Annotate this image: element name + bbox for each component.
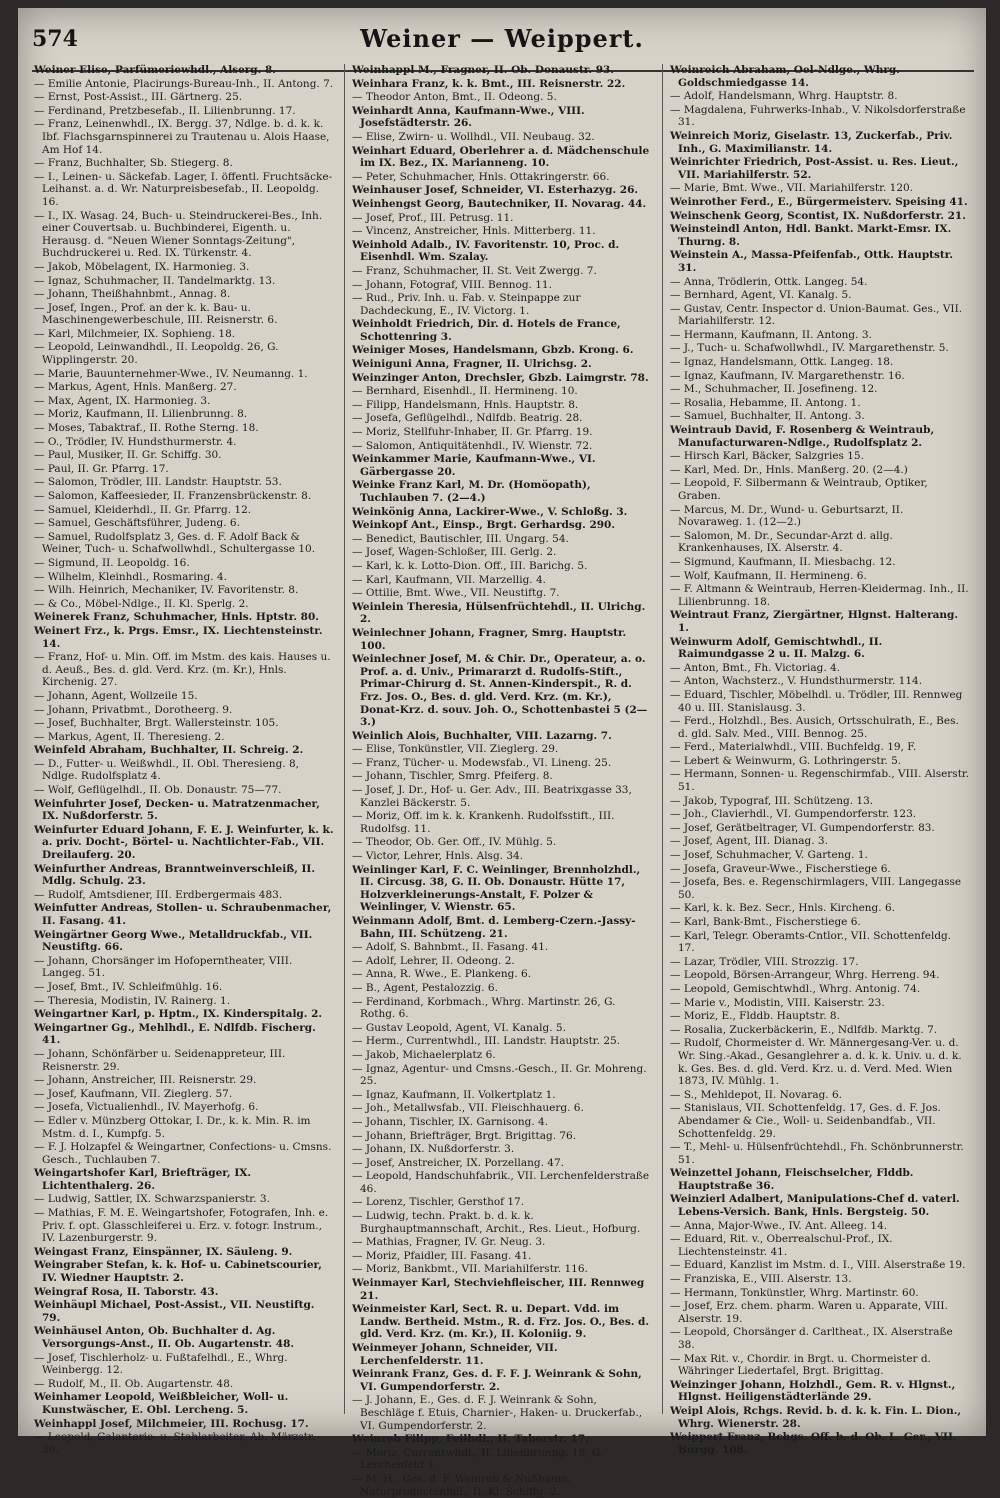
directory-entry: — Moriz, Pfaidler, III. Fasang. 41.	[352, 1249, 532, 1262]
column-1	[34, 64, 334, 1456]
directory-entry: — Jakob, Möbelagent, IX. Harmonieg. 3.	[34, 260, 250, 273]
directory-entry: — Benedict, Bautischler, III. Ungarg. 54.	[352, 532, 569, 545]
directory-entry: — Anna, R. Wwe., E. Plankeng. 6.	[352, 968, 532, 981]
directory-entry: — Eduard, Tischler, Möbelhdl. u. Trödler, III. Rennweg 40 u. III. Stanislausg. 3.	[670, 688, 963, 714]
directory-entry: — Theodor, Ob. Ger. Off., IV. Mühlg. 5.	[352, 836, 557, 849]
directory-entry: — S., Mehldepot, II. Novarag. 6.	[670, 1088, 842, 1101]
directory-entry: Weiniguni Anna, Fragner, II. Ulrichsg. 2.	[352, 358, 592, 371]
directory-entry: — Lorenz, Tischler, Gersthof 17.	[352, 1196, 525, 1209]
page-title: Weiner — Weippert.	[360, 24, 644, 53]
directory-entry: Weingartner Gg., Mehlhdl., E. Ndlfdb. Fischerg. 41.	[34, 1021, 316, 1047]
directory-entry: — Josefa, Victualienhdl., IV. Mayerhofg. 6.	[34, 1101, 259, 1114]
directory-entry: Weinhappl Josef, Milchmeier, III. Rochusg. 17.	[34, 1417, 309, 1430]
directory-entry: — Elise, Tonkünstler, VII. Zieglerg. 29.	[352, 743, 559, 756]
directory-entry: — Eduard, Rit. v., Oberrealschul-Prof., IX. Liechtensteinstr. 41.	[670, 1233, 893, 1258]
directory-entry: — Salomon, M. Dr., Secundar-Arzt d. allg. Krankenhauses, IX. Alserstr. 4.	[670, 529, 893, 555]
directory-entry: — Johann, Agent, Wollzeile 15.	[34, 689, 198, 702]
directory-entry: — Anton, Wachsterz., V. Hundsthurmerstr. 114.	[670, 675, 923, 688]
directory-entry: Weinhäupl Michael, Post-Assist., VII. Neustiftg. 79.	[34, 1299, 315, 1324]
directory-entry: — Leopold, Handschuhfabrik., VII. Lerchenfelderstraße 46.	[352, 1170, 650, 1195]
directory-entry: — Ignaz, Schuhmacher, II. Tandelmarktg. 13.	[34, 274, 276, 287]
directory-entry: — Markus, Agent, Hnls. Manßerg. 27.	[34, 381, 237, 394]
directory-entry: — Josef, Wagen-Schloßer, III. Gerlg. 2.	[352, 546, 557, 559]
directory-entry: — Leopold, F. Silbermann & Weintraub, Optiker, Graben.	[670, 477, 928, 502]
directory-entry: — Moriz, Off. im k. k. Krankenh. Rudolfsstift., III. Rudolfsg. 11.	[352, 810, 615, 835]
directory-entry: — Johann, Tischler, IX. Garnisong. 4.	[352, 1115, 549, 1128]
directory-entry: — Josefa, Graveur-Wwe., Fischerstiege 6.	[670, 862, 891, 875]
directory-entry: — Moriz, Bankbmt., VII. Mariahilferstr. 116.	[352, 1263, 588, 1276]
directory-entry: — Bernhard, Eisenhdl., II. Hermineng. 10.	[352, 385, 578, 398]
directory-entry: Weinhäusel Anton, Ob. Buchhalter d. Ag. Versorgungs-Anst., II. Ob. Augartenstr. 48.	[34, 1325, 295, 1350]
directory-entry: — Josefa, Bes. e. Regenschirmlagers, VIII. Langegasse 50.	[670, 876, 962, 901]
directory-entry: — Filipp, Handelsmann, Hnls. Hauptstr. 8.	[352, 398, 579, 411]
directory-entry: — Jakob, Michaelerplatz 6.	[352, 1048, 496, 1061]
directory-entry: — & Co., Möbel-Ndlge., II. Kl. Sperlg. 2.	[34, 597, 249, 610]
directory-entry: Weinzinger Anton, Drechsler, Gbzb. Laimgrstr. 78.	[352, 371, 649, 384]
page-number: 574	[32, 26, 78, 52]
directory-entry: Weiniger Moses, Handelsmann, Gbzb. Krong. 6.	[352, 344, 634, 357]
directory-entry: — Victor, Lehrer, Hnls. Alsg. 34.	[352, 850, 524, 863]
directory-entry: — Ferd., Materialwhdl., VIII. Buchfeldg. 19, F.	[670, 741, 917, 754]
directory-entry: Weinfeld Abraham, Buchhalter, II. Schreig. 2.	[34, 744, 304, 757]
directory-entry: — Mathias, F. M. E. Weingartshofer, Fotografen, Inh. e. Priv. f. opt. Glasschleiferei u. Erz. v. fotogr. Instrum., IV. Lazenburgerstr. 9.	[34, 1207, 329, 1245]
directory-entry: — Salomon, Antiquitätenhdl., IV. Wienstr. 72.	[352, 439, 593, 452]
directory-entry: — M. H., Ges. d. F. Weinreb & Nußbaum, Naturproductenhdl., II. Kl. Schiffg. 2.	[352, 1472, 572, 1498]
directory-entry: Weingartner Karl, p. Hptm., IX. Kinderspitalg. 2.	[34, 1008, 323, 1021]
directory-entry: Weingast Franz, Einspänner, IX. Säuleng. 9.	[34, 1245, 293, 1258]
directory-entry: Weinhara Franz, k. k. Bmt., III. Reisnerstr. 22.	[352, 77, 626, 90]
directory-entry: Weinhamer Leopold, Weißbleicher, Woll- u. Kunstwäscher, E. Obl. Lercheng. 5.	[34, 1391, 289, 1416]
directory-entry: Weinholdt Friedrich, Dir. d. Hotels de France, Schottenring 3.	[352, 318, 621, 343]
directory-entry: — Marie, Bauunternehmer-Wwe., IV. Neumanng. 1.	[34, 367, 308, 380]
directory-entry: Weinsteindl Anton, Hdl. Bankt. Markt-Emsr. IX. Thurng. 8.	[670, 223, 952, 248]
directory-entry: — Moses, Tabaktraf., II. Rothe Sterng. 18.	[34, 422, 259, 435]
directory-entry: Weinreb Filipp, Feilhdl., II. Taborstr. 17.	[352, 1433, 589, 1446]
directory-entry: — Josef, Ingen., Prof. an der k. k. Bau- u. Maschinengewerbeschule, III. Reisnerstr. 6.	[34, 301, 278, 327]
column-2	[352, 64, 652, 1498]
directory-entry: Weinreich Abraham, Oel-Ndlge., Whrg. Goldschmiedgasse 14.	[670, 64, 900, 89]
directory-entry: Weinerek Franz, Schuhmacher, Hnls. Hptstr. 80.	[34, 611, 319, 624]
directory-entry: — Johann, Schönfärber u. Seidenappreteur, III. Reisnerstr. 29.	[34, 1047, 286, 1073]
directory-entry: — Karl, Med. Dr., Hnls. Manßerg. 20. (2—4.)	[670, 463, 908, 476]
page-header	[18, 22, 986, 62]
directory-entry: — Karl, Kaufmann, VII. Marzellig. 4.	[352, 573, 546, 586]
directory-entry: Weinlein Theresia, Hülsenfrüchtehdl., II. Ulrichg. 2.	[352, 600, 646, 626]
directory-entry: — Gustav, Centr. Inspector d. Union-Baumat. Ges., VII. Mariahilferstr. 12.	[670, 302, 963, 328]
directory-entry: — Theresia, Modistin, IV. Rainerg. 1.	[34, 994, 231, 1007]
directory-entry: — Samuel, Buchhalter, II. Antong. 3.	[670, 410, 865, 423]
directory-entry: — Joh., Metallwsfab., VII. Fleischhauerg. 6.	[352, 1102, 584, 1115]
directory-entry: — Theodor Anton, Bmt., II. Odeong. 5.	[352, 91, 557, 104]
directory-entry: — Josef, Bmt., IV. Schleifmühlg. 16.	[34, 980, 223, 993]
directory-entry: — Ferdinand, Pretzbesefab., II. Lilienbrunng. 17.	[34, 104, 296, 117]
directory-entry: — Franz, Schuhmacher, II. St. Veit Zwergg. 7.	[352, 264, 597, 277]
directory-entry: — Stanislaus, VII. Schottenfeldg. 17, Ges. d. F. Jos. Abendamer & Cie., Woll- u. Seidenbandfab., VII. Schottenfeldg. 29.	[670, 1102, 941, 1140]
directory-page	[18, 8, 986, 1498]
directory-entry: — Samuel, Geschäftsführer, Judeng. 6.	[34, 517, 240, 530]
directory-entry: — Paul, II. Gr. Pfarrg. 17.	[34, 462, 169, 475]
directory-entry: — Ludwig, Sattler, IX. Schwarzspanierstr. 3.	[34, 1193, 270, 1206]
directory-entry: — Anton, Bmt., Fh. Victoriag. 4.	[670, 661, 841, 674]
directory-entry: Weinfuhrter Josef, Decken- u. Matratzenmacher, IX. Nußdorferstr. 5.	[34, 797, 320, 823]
column-3	[670, 64, 970, 1456]
directory-entry: — Josef, Prof., III. Petrusg. 11.	[352, 211, 514, 224]
directory-entry: Weinrank Franz, Ges. d. F. F. J. Weinrank & Sohn, VI. Gumpendorferstr. 2.	[352, 1368, 642, 1393]
directory-entry: — Samuel, Kleiderhdl., II. Gr. Pfarrg. 12.	[34, 503, 252, 516]
directory-entry: — Lebert & Weinwurm, G. Lothringerstr. 5.	[670, 754, 902, 767]
directory-entry: — Josef, Buchhalter, Brgt. Wallersteinstr. 105.	[34, 717, 279, 730]
directory-entry: Weintraub David, F. Rosenberg & Weintraub, Manufacturwaren-Ndlge., Rudolfsplatz 2.	[670, 424, 935, 449]
directory-entry: — Josef, Agent, III. Dianag. 3.	[670, 835, 828, 848]
directory-entry: Weinhauser Josef, Schneider, VI. Esterhazyg. 26.	[352, 184, 639, 197]
directory-entry: — Elise, Zwirn- u. Wollhdl., VII. Neubaug. 32.	[352, 130, 595, 143]
directory-entry: — Karl, Milchmeier, IX. Sophieng. 18.	[34, 327, 236, 340]
directory-entry: — Wolf, Geflügelhdl., II. Ob. Donaustr. 75—77.	[34, 784, 282, 797]
directory-entry: — Anna, Trödlerin, Ottk. Langeg. 54.	[670, 275, 868, 288]
directory-entry: — Franziska, E., VIII. Alserstr. 13.	[670, 1273, 852, 1286]
directory-entry: — Hermann, Tonkünstler, Whrg. Martinstr. 60.	[670, 1286, 919, 1299]
directory-entry: Weingärtner Georg Wwe., Metalldruckfab., VII. Neustiftg. 66.	[34, 928, 313, 954]
directory-entry: Weipl Alois, Rchgs. Revid. b. d. k. k. Fin. L. Dion., Whrg. Wienerstr. 28.	[670, 1404, 962, 1430]
directory-entry: Weinzettel Johann, Fleischselcher, Flddb. Hauptstraße 36.	[670, 1167, 914, 1192]
directory-entry: Weinlechner Josef, M. & Chir. Dr., Operateur, a. o. Prof. a. d. Univ., Primararzt d. Rudolfs-Stift., Primar-Chirurg d. St. Annen-Kinderspit., R. d. Frz. Jos. O., Bes. d. gld. Verd. Krz. (m. Kr.), Donat-Krz. d. souv. Joh. O., Schottenbastei 5 (2—3.)	[352, 653, 648, 729]
directory-entry: — Josef, Schuhmacher, V. Garteng. 1.	[670, 849, 868, 862]
directory-entry: Weinhold Adalb., IV. Favoritenstr. 10, Proc. d. Eisenhdl. Wm. Szalay.	[352, 238, 620, 264]
directory-entry: Weinmayer Karl, Stechviehfleischer, III. Rennweg 21.	[352, 1277, 645, 1302]
directory-entry: — Johann, Briefträger, Brgt. Brigittag. 76.	[352, 1129, 577, 1142]
directory-entry: — Johann, Privatbmt., Dorotheerg. 9.	[34, 703, 233, 716]
directory-entry: — Magdalena, Fuhrwerks-Inhab., V. Nikolsdorferstraße 31.	[670, 103, 966, 129]
directory-entry: Weinzinger Johann, Holzhdl., Gem. R. v. Hlgnst., Hlgnst. Heiligenstädterlände 29.	[670, 1378, 956, 1404]
directory-entry: Weinmeyer Johann, Schneider, VII. Lerchenfelderstr. 11.	[352, 1342, 558, 1367]
directory-entry: Weinhengst Georg, Bautechniker, II. Novarag. 44.	[352, 197, 647, 210]
directory-entry: — J. Johann, E., Ges. d. F. J. Weinrank & Sohn, Beschläge f. Etuis, Charnier-, Haken- u. Druckerfab., VI. Gumpendorferstr. 2.	[352, 1394, 643, 1432]
directory-entry: Weinstein A., Massa-Pfeifenfab., Ottk. Hauptstr. 31.	[670, 249, 953, 274]
directory-entry: — Ignaz, Agentur- und Cmsns.-Gesch., II. Gr. Mohreng. 25.	[352, 1062, 647, 1088]
directory-entry: — Samuel, Rudolfsplatz 3, Ges. d. F. Adolf Back & Weiner, Tuch- u. Schafwollwhdl., Schultergasse 10.	[34, 530, 316, 556]
directory-entry: — Salomon, Trödler, III. Landstr. Hauptstr. 53.	[34, 476, 282, 489]
directory-entry: — Marcus, M. Dr., Wund- u. Geburtsarzt, II. Novaraweg. 1. (12—2.)	[670, 503, 904, 529]
column-divider	[662, 64, 663, 1414]
directory-entry: — B., Agent, Pestalozzig. 6.	[352, 981, 498, 994]
directory-entry: — Josef, Erz. chem. pharm. Waren u. Apparate, VIII. Alserstr. 19.	[670, 1300, 948, 1325]
directory-entry: — Anna, Major-Wwe., IV. Ant. Alleeg. 14.	[670, 1219, 888, 1232]
directory-entry: — Lazar, Trödler, VIII. Strozzig. 17.	[670, 955, 859, 968]
directory-entry: — Karl, k. k. Bez. Secr., Hnls. Kircheng. 6.	[670, 902, 895, 915]
directory-entry: — Moriz, Currentwhdl., II. Lilienbrunng. 18, G. Lerchenfeld 1.	[352, 1446, 604, 1472]
directory-entry: — T., Mehl- u. Hülsenfrüchtehdl., Fh. Schönbrunnerstr. 51.	[670, 1141, 964, 1166]
directory-entry: — Jakob, Typograf, III. Schützeng. 13.	[670, 794, 874, 807]
directory-entry: Weingraber Stefan, k. k. Hof- u. Cabinetscourier, IV. Wiedner Hauptstr. 2.	[34, 1259, 322, 1285]
directory-entry: — Ferdinand, Korbmach., Whrg. Martinstr. 26, G. Rothg. 6.	[352, 995, 616, 1021]
directory-entry: Weinfurter Eduard Johann, F. E. J. Weinfurter, k. k. a. priv. Docht-, Börtel- u. Nachtlichter-Fab., VII. Dreilauferg. 20.	[34, 823, 334, 862]
directory-entry: — Ignaz, Handelsmann, Ottk. Langeg. 18.	[670, 356, 894, 369]
directory-entry: — Ferd., Holzhdl., Bes. Ausich, Ortsschulrath, E., Bes. d. gld. Salv. Med., VIII. Bennog. 25.	[670, 715, 959, 740]
directory-entry: Weinert Frz., k. Prgs. Emsr., IX. Liechtensteinstr. 14.	[34, 624, 323, 650]
directory-entry: Weingartshofer Karl, Briefträger, IX. Lichtenthalerg. 26.	[34, 1167, 252, 1192]
directory-entry: — Leopold, Leinwandhdl., II. Leopoldg. 26, G. Wipplingerstr. 20.	[34, 341, 279, 367]
directory-entry: — Karl, k. k. Lotto-Dion. Off., III. Barichg. 5.	[352, 559, 588, 572]
directory-entry: — Adolf, Lehrer, II. Odeong. 2.	[352, 954, 515, 967]
directory-entry: — Marie, Bmt. Wwe., VII. Mariahilferstr. 120.	[670, 182, 914, 195]
directory-entry: Weinwurm Adolf, Gemischtwhdl., II. Raimundgasse 2 u. II. Malzg. 6.	[670, 635, 883, 661]
directory-entry: Weinlechner Johann, Fragner, Smrg. Hauptstr. 100.	[352, 626, 627, 652]
directory-entry: — Max Rit. v., Chordir. in Brgt. u. Chormeister d. Währinger Liedertafel, Brgt. Brigittag.	[670, 1352, 931, 1378]
directory-entry: — Max, Agent, IX. Harmonieg. 3.	[34, 394, 211, 407]
directory-entry: — Eduard, Kanzlist im Mstm. d. I., VIII. Alserstraße 19.	[670, 1259, 966, 1272]
directory-entry: — Sigmund, II. Leopoldg. 16.	[34, 556, 190, 569]
directory-entry: Weippert Franz, Rchgs. Off. b. d. Ob. L. Ger., VII. Burgg. 108.	[670, 1431, 957, 1456]
directory-entry: Weinmeister Karl, Sect. R. u. Depart. Vdd. im Landw. Bertheid. Mstm., R. d. Frz. Jos. O., Bes. d. gld. Verd. Krz. (m. Kr.), II. Koloniig. 9.	[352, 1303, 650, 1341]
directory-entry: — Josef, Tischlerholz- u. Fußtafelhdl., E., Whrg. Weinbergg. 12.	[34, 1351, 288, 1377]
directory-entry: — Moriz, Stellfuhr-Inhaber, II. Gr. Pfarrg. 19.	[352, 426, 593, 439]
directory-entry: — Johann, Tischler, Smrg. Pfeiferg. 8.	[352, 770, 553, 783]
directory-entry: Weinhappl M., Fragner, II. Ob. Donaustr. 93.	[352, 64, 614, 76]
directory-entry: — Leopold, Galanterie- u. Stahlarbeiter, Ab. Märzstr. 39.	[34, 1431, 316, 1456]
directory-entry: — Karl, Bank-Bmt., Fischerstiege 6.	[670, 916, 861, 928]
directory-entry: Weinrother Ferd., E., Bürgermeisterv. Speising 41.	[670, 195, 968, 208]
directory-entry: — Edler v. Münzberg Ottokar, I. Dr., k. k. Min. R. im Mstm. d. I., Kumpfg. 5.	[34, 1114, 311, 1140]
directory-entry: Weinschenk Georg, Scontist, IX. Nußdorferstr. 21.	[670, 209, 966, 222]
directory-entry: Weinkönig Anna, Lackirer-Wwe., V. Schloßg. 3.	[352, 505, 628, 518]
directory-entry: — Ottilie, Bmt. Wwe., VII. Neustiftg. 7.	[352, 587, 560, 600]
directory-entry: Weinkopf Ant., Einsp., Brgt. Gerhardsg. 290.	[352, 519, 616, 532]
directory-entry: — J., Tuch- u. Schafwollwhdl., IV. Margarethenstr. 5.	[670, 342, 949, 355]
directory-entry: — Sigmund, Kaufmann, II. Miesbachg. 12.	[670, 555, 896, 568]
directory-entry: — Franz, Buchhalter, Sb. Stiegerg. 8.	[34, 157, 233, 170]
directory-entry: — Leopold, Chorsänger d. Carltheat., IX. Alserstraße 38.	[670, 1326, 953, 1351]
directory-entry: — Peter, Schuhmacher, Hnls. Ottakringerstr. 66.	[352, 170, 610, 183]
directory-entry: — I., Leinen- u. Säckefab. Lager, I. öffentl. Fruchtsäcke-Leihanst. a. d. Wr. Naturpreisbesefab., II. Leopoldg. 16.	[34, 170, 333, 208]
directory-entry: — Josefa, Geflügelhdl., Ndlfdb. Beatrig. 28.	[352, 412, 583, 425]
directory-entry: — Ignaz, Kaufmann, II. Volkertplatz 1.	[352, 1088, 556, 1101]
directory-entry: — Josef, Anstreicher, IX. Porzellang. 47.	[352, 1156, 564, 1169]
directory-entry: — Adolf, S. Bahnbmt., II. Fasang. 41.	[352, 941, 549, 954]
directory-entry: — Wilh. Heinrich, Mechaniker, IV. Favoritenstr. 8.	[34, 584, 299, 597]
directory-entry: Weinzierl Adalbert, Manipulations-Chef d. vaterl. Lebens-Versich. Bank, Hnls. Bergsteig. 50.	[670, 1193, 960, 1219]
directory-entry: — Hermann, Sonnen- u. Regenschirmfab., VIII. Alserstr. 51.	[670, 768, 970, 794]
directory-entry: — Rud., Priv. Inh. u. Fab. v. Steinpappe zur Dachdeckung, E., IV. Victorg. 1.	[352, 292, 581, 317]
directory-entry: Weinfutter Andreas, Stollen- u. Schraubenmacher, II. Fasang. 41.	[34, 902, 332, 927]
directory-entry: — F. J. Holzapfel & Weingartner, Confections- u. Cmsns. Gesch., Tuchlauben 7.	[34, 1141, 332, 1166]
directory-entry: Weingraf Rosa, II. Taborstr. 43.	[34, 1285, 219, 1298]
directory-entry: — Karl, Telegr. Oberamts-Cntlor., VII. Schottenfeldg. 17.	[670, 929, 952, 955]
directory-entry: — M., Schuhmacher, II. Josefineng. 12.	[670, 383, 878, 396]
directory-entry: — Herm., Currentwhdl., III. Landstr. Hauptstr. 25.	[352, 1035, 621, 1048]
directory-entry: — Ignaz, Kaufmann, IV. Margarethenstr. 16.	[670, 369, 905, 382]
directory-entry: Weinke Franz Karl, M. Dr. (Homöopath), Tuchlauben 7. (2—4.)	[352, 479, 591, 504]
directory-entry: — Johann, Fotograf, VIII. Bennog. 11.	[352, 278, 552, 291]
directory-entry: Weinfurther Andreas, Branntweinverschleiß, II. Mdlg. Schulg. 23.	[34, 862, 315, 888]
directory-entry: Weinmann Adolf, Bmt. d. Lemberg-Czern.-Jassy-Bahn, III. Schützeng. 21.	[352, 915, 636, 940]
directory-entry: Weinreich Moriz, Giselastr. 13, Zuckerfab., Priv. Inh., G. Maximilianstr. 14.	[670, 129, 953, 155]
directory-entry: — Wilhelm, Kleinhdl., Rosmaring. 4.	[34, 570, 227, 583]
directory-entry: — Markus, Agent, II. Theresieng. 2.	[34, 730, 225, 743]
directory-entry: — Emilie Antonie, Placirungs-Bureau-Inh., II. Antong. 7.	[34, 77, 334, 90]
directory-entry: Weinkammer Marie, Kaufmann-Wwe., VI. Gärbergasse 20.	[352, 453, 596, 478]
directory-entry: — Franz, Hof- u. Min. Off. im Mstm. des kais. Hauses u. d. Aeuß., Bes. d. gld. Verd. Krz. (m. Kr.), Hnls. Kirchenig. 27.	[34, 651, 331, 689]
directory-entry: — Salomon, Kaffeesieder, II. Franzensbrückenstr. 8.	[34, 490, 312, 502]
directory-entry: — Rudolf, Chormeister d. Wr. Männergesang-Ver. u. d. Wr. Sing.-Akad., Gesanglehrer a. d. k. k. Univ. u. d. k. k. Ges. Bes. d. gld. Verd. Krz. u. d. Verd. Med. Wien 1873, IV. Mühlg. 1.	[670, 1037, 962, 1088]
directory-entry: — Mathias, Fragner, IV. Gr. Neug. 3.	[352, 1236, 546, 1249]
directory-entry: — Rudolf, Amtsdiener, III. Erdbergermais 483.	[34, 888, 283, 901]
directory-entry: — Johann, Chorsänger im Hofoperntheater, VIII. Langeg. 51.	[34, 954, 293, 980]
directory-entry: — Franz, Leinenwhdl., IX. Bergg. 37, Ndlge. b. d. k. k. Ibf. Flachsgarnspinnerei zu Trautenau u. Alois Haase, Am Hof 14.	[34, 118, 330, 156]
directory-entry: — Rosalia, Zuckerbäckerin, E., Ndlfdb. Marktg. 7.	[670, 1023, 938, 1036]
directory-entry: — Moriz, E., Flddb. Hauptstr. 8.	[670, 1010, 840, 1023]
directory-entry: — Johann, Theißhahnbmt., Annag. 8.	[34, 288, 231, 301]
column-divider	[344, 64, 345, 1414]
directory-entry: Weintraut Franz, Ziergärtner, Hlgnst. Halterang. 1.	[670, 609, 959, 634]
directory-entry: — Gustav Leopold, Agent, VI. Kanalg. 5.	[352, 1021, 566, 1034]
directory-entry: — Leopold, Börsen-Arrangeur, Whrg. Herreng. 94.	[670, 969, 940, 982]
directory-entry: — Hirsch Karl, Bäcker, Salzgries 15.	[670, 450, 864, 463]
directory-entry: Weinhart Eduard, Oberlehrer a. d. Mädchenschule im IX. Bez., IX. Marianneng. 10.	[352, 144, 650, 170]
directory-entry: — Johann, IX. Nußdorferstr. 3.	[352, 1143, 515, 1156]
directory-entry: — F. Altmann & Weintraub, Herren-Kleidermag. Inh., II. Lilienbrunng. 18.	[670, 583, 969, 608]
directory-entry: — Franz, Tücher- u. Modewsfab., VI. Lineng. 25.	[352, 756, 612, 769]
directory-entry: — Johann, Anstreicher, III. Reisnerstr. 29.	[34, 1074, 257, 1087]
directory-entry: — Josef, Gerätbeltrager, VI. Gumpendorferstr. 83.	[670, 821, 935, 834]
directory-entry: — Moriz, Kaufmann, II. Lilienbrunng. 8.	[34, 408, 248, 421]
directory-entry: Weinhardt Anna, Kaufmann-Wwe., VIII. Josefstädterstr. 26.	[352, 104, 585, 130]
directory-entry: — O., Trödler, IV. Hundsthurmerstr. 4.	[34, 435, 237, 448]
directory-entry: — Ernst, Post-Assist., III. Gärtnerg. 25.	[34, 91, 243, 104]
directory-entry: — Josef, J. Dr., Hof- u. Ger. Adv., III. Beatrixgasse 33, Kanzlei Bäckerstr. 5.	[352, 784, 632, 809]
directory-entry: — Rudolf, M., II. Ob. Augartenstr. 48.	[34, 1377, 234, 1390]
directory-entry: — Ludwig, techn. Prakt. b. d. k. k. Burghauptmannschaft, Archit., Res. Lieut., Hofburg.	[352, 1210, 641, 1235]
directory-entry: — D., Futter- u. Weißwhdl., II. Obl. Theresieng. 8, Ndlge. Rudolfsplatz 4.	[34, 757, 299, 783]
directory-entry: Weiner Elise, Parfümeriewhdl., Alserg. 8.	[34, 64, 276, 76]
directory-entry: Weinlich Alois, Buchhalter, VIII. Lazarng. 7.	[352, 729, 612, 742]
directory-entry: — Adolf, Handelsmann, Whrg. Hauptstr. 8.	[670, 90, 898, 103]
directory-entry: — Hermann, Kaufmann, II. Antong. 3.	[670, 328, 872, 341]
directory-entry: — Joh., Clavierhdl., VI. Gumpendorferstr. 123.	[670, 808, 917, 821]
directory-entry: Weinrichter Friedrich, Post-Assist. u. Res. Lieut., VII. Mariahilferstr. 52.	[670, 156, 959, 181]
directory-entry: — Bernhard, Agent, VI. Kanalg. 5.	[670, 289, 852, 302]
directory-entry: Weinlinger Karl, F. C. Weinlinger, Brennholzhdl., II. Circusg. 38, G. II. Ob. Donaustr. Hütte 17, Holzverkleinerungs-Anstalt, F. Polzer & Weinlinger, V. Wienstr. 65.	[352, 863, 641, 914]
directory-entry: — Paul, Musiker, II. Gr. Schiffg. 30.	[34, 449, 222, 462]
directory-entry: — Rosalia, Hebamme, II. Antong. 1.	[670, 396, 861, 409]
directory-entry: — Vincenz, Anstreicher, Hnls. Mitterberg. 11.	[352, 225, 596, 238]
directory-entry: — Leopold, Gemischtwhdl., Whrg. Antonig. 74.	[670, 982, 921, 995]
directory-entry: — I., IX. Wasag. 24, Buch- u. Steindruckerei-Bes., Inh. einer Couvertsab. u. Buchbinderei, Eigenth. u. Herausg. d. "Neuen Wiener Sonntags-Zeitung", Buchdruckerei u. Red. IX. Türkenstr. 4.	[34, 209, 323, 260]
directory-entry: — Marie v., Modistin, VIII. Kaiserstr. 23.	[670, 996, 885, 1009]
directory-entry: — Josef, Kaufmann, VII. Zieglerg. 57.	[34, 1087, 233, 1100]
directory-entry: — Wolf, Kaufmann, II. Hermineng. 6.	[670, 569, 867, 582]
